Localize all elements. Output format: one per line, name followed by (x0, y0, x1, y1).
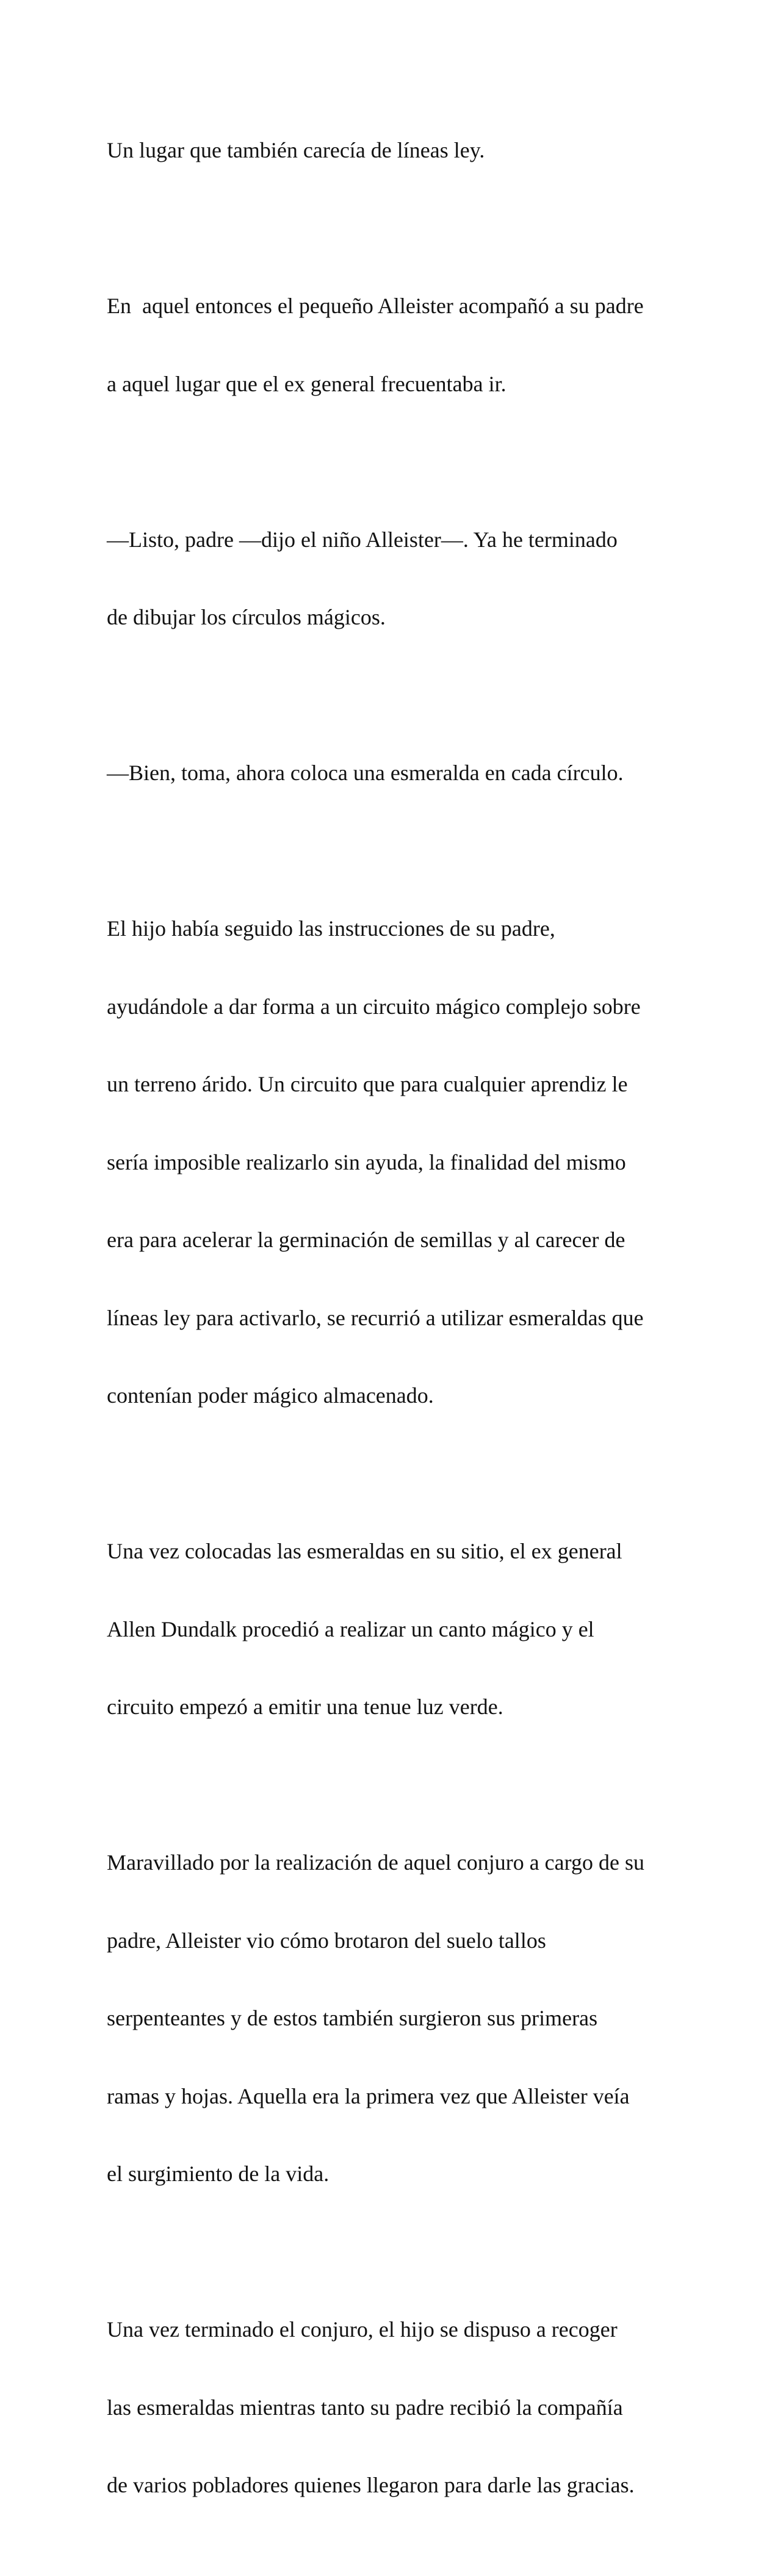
text-line: Allen Dundalk procedió a realizar un canto mágico y el (107, 1616, 594, 1641)
text-line: las esmeraldas mientras tanto su padre recibió la compañía (107, 2395, 623, 2420)
text-line: Un lugar que también carecía de líneas ley. (107, 138, 485, 162)
text-line: el surgimiento de la vida. (107, 2162, 330, 2186)
text-line: Una vez colocadas las esmeraldas en su sitio, el ex general (107, 1539, 622, 1563)
paragraph-6 (107, 1486, 668, 1772)
paragraph-1 (107, 85, 668, 215)
text-line: sería imposible realizarlo sin ayuda, la finalidad del mismo (107, 1149, 626, 1174)
paragraph-5 (107, 864, 668, 1461)
text-line: circuito empezó a emitir una tenue luz verde. (107, 1695, 503, 1719)
text-line: El hijo había seguido las instrucciones de su padre, (107, 916, 555, 941)
text-line: serpenteantes y de estos también surgieron sus primeras (107, 2006, 598, 2030)
text-line: un terreno árido. Un circuito que para cualquier aprendiz le (107, 1072, 628, 1096)
paragraph-7 (107, 1798, 668, 2239)
text-line: líneas ley para activarlo, se recurrió a utilizar esmeraldas que (107, 1305, 644, 1330)
paragraph-4 (107, 708, 668, 838)
text-line: Una vez terminado el conjuro, el hijo se dispuso a recoger (107, 2317, 618, 2342)
text-line: a aquel lugar que el ex general frecuentaba ir. (107, 371, 506, 396)
text-line: ayudándole a dar forma a un circuito mágico complejo sobre (107, 994, 641, 1019)
text-line: —Listo, padre —dijo el niño Alleister—. Ya he terminado (107, 527, 618, 552)
text-line: de varios pobladores quienes llegaron para darle las gracias. (107, 2473, 635, 2497)
text-line: En aquel entonces el pequeño Alleister acompañó a su padre (107, 294, 644, 318)
text-line: padre, Alleister vio cómo brotaron del suelo tallos (107, 1928, 546, 1953)
text-line: —Bien, toma, ahora coloca una esmeralda en cada círculo. (107, 761, 624, 785)
text-line: ramas y hojas. Aquella era la primera vez que Alleister veía (107, 2083, 630, 2108)
text-line: contenían poder mágico almacenado. (107, 1383, 434, 1408)
paragraph-2 (107, 241, 668, 449)
paragraph-8 (107, 2265, 668, 2550)
text-line: Maravillado por la realización de aquel conjuro a cargo de su (107, 1850, 644, 1875)
document-page (107, 85, 668, 2576)
paragraph-3 (107, 475, 668, 682)
text-line: era para acelerar la germinación de semillas y al carecer de (107, 1228, 625, 1252)
text-line: de dibujar los círculos mágicos. (107, 605, 386, 629)
